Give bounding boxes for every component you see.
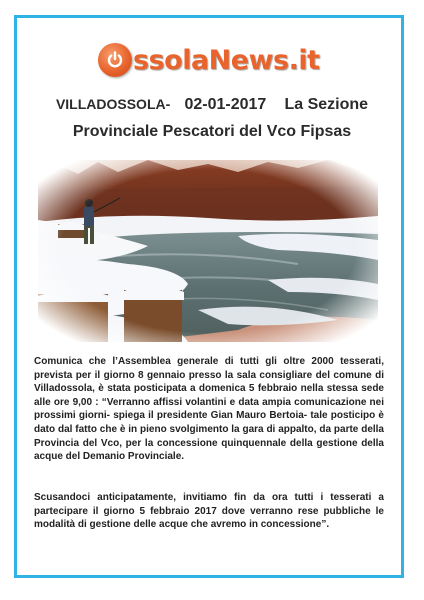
headline-lead: La Sezione — [284, 96, 369, 113]
article-paragraph-2: Scusandoci anticipatamente, invitiamo fin da ora tutti i tesserati a partecipare il giorno 5 febbraio 2017 dove verranno rese pubbliche le modalità di gestione delle acque che avremo in concessione”. — [34, 492, 384, 531]
logo-text: ssolaNews.it — [133, 44, 320, 76]
headline-line-1 — [0, 96, 424, 114]
power-icon — [98, 43, 132, 77]
headline-place: VILLADOSSOLA- — [55, 96, 171, 112]
headline-title: Provinciale Pescatori del Vco Fipsas — [72, 123, 352, 140]
headline-date: 02-01-2017 — [184, 96, 267, 113]
article-paragraph-1: Comunica che l’Assemblea generale di tutti gli oltre 2000 tesserati, prevista per il giorno 8 gennaio presso la sala consigliare del comune di Villadossola, è stata posticipata a domenica 5 febbraio nella stessa sede alle ore 9,00 : “Verranno affissi volantini e data ampia comunicazione nei prossimi giorni- spiega il presidente Gian Mauro Bertoia- tale posticipo è dato dal fatto che è in pieno svolgimento la gara di appalto, da parte della Provincia del Vco, per la concessione quinquennale della gestione della acque del Demanio Provinciale. — [34, 356, 384, 463]
ossolanews-logo[interactable] — [98, 40, 320, 80]
river-winter-fisherman-image — [38, 160, 378, 342]
